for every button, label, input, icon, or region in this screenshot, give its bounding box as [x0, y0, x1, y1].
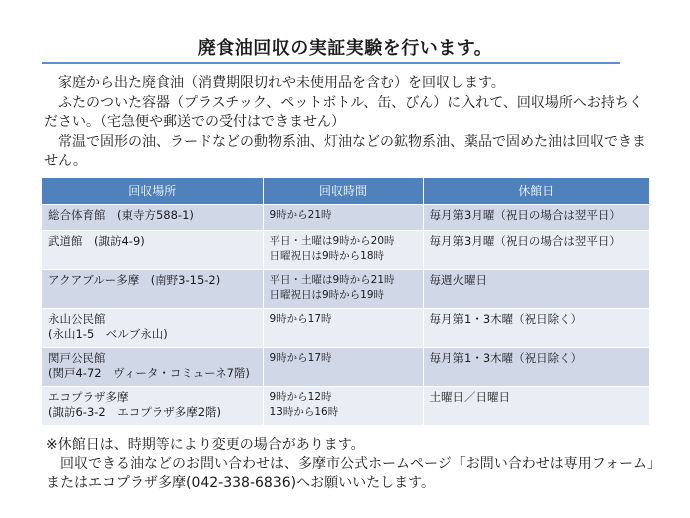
place-line: (関戸4-72 ヴィータ・コミューネ7階) — [48, 366, 250, 380]
place-line: 武道館 (諏訪4-9) — [48, 234, 145, 248]
table-header-row — [42, 178, 649, 205]
place-line: 総合体育館 (東寺方588-1) — [48, 208, 194, 222]
place-cell — [42, 205, 263, 231]
closed-text: 毎月第1・3木曜（祝日除く） — [429, 312, 583, 326]
place-line: アクアブルー多摩 (南野3-15-2) — [48, 273, 221, 287]
place-cell — [42, 270, 263, 309]
time-cell — [263, 205, 423, 231]
closed-cell — [423, 348, 649, 387]
place-cell — [42, 231, 263, 270]
closed-cell — [423, 387, 649, 426]
time-line: 日曜祝日は9時から19時 — [269, 289, 385, 301]
place-line: 関戸公民館 — [48, 351, 106, 365]
place-cell — [42, 309, 263, 348]
time-cell — [263, 309, 423, 348]
time-line: 平日・土曜は9時から20時 — [269, 235, 395, 247]
time-line: 平日・土曜は9時から21時 — [269, 274, 395, 286]
place-line: 永山公民館 — [48, 312, 106, 326]
closed-text: 毎月第3月曜（祝日の場合は翌平日） — [429, 208, 621, 222]
table-row — [42, 387, 649, 426]
time-cell — [263, 270, 423, 309]
column-header-place: 回収場所 — [42, 178, 263, 205]
table-row — [42, 231, 649, 270]
place-line: (諏訪6-3-2 エコプラザ多摩2階) — [48, 405, 222, 419]
place-line: (永山1-5 ベルブ永山) — [48, 327, 168, 341]
column-header-closed: 休館日 — [423, 178, 649, 205]
time-line: 9時から21時 — [269, 209, 332, 221]
intro-paragraph: ふたのついた容器（プラスチック、ペットボトル、缶、びん）に入れて、回収場所へお持ちください。（宅急便や郵送での受付はできません） — [44, 94, 643, 130]
closed-cell — [423, 231, 649, 270]
table-row — [42, 309, 649, 348]
collection-table — [42, 178, 649, 425]
closed-text: 土曜日／日曜日 — [429, 390, 510, 404]
table-row — [42, 348, 649, 387]
time-line: 9時から17時 — [269, 352, 332, 364]
time-line: 日曜祝日は9時から18時 — [269, 250, 385, 262]
intro-text — [44, 74, 654, 172]
place-cell — [42, 348, 263, 387]
column-header-time: 回収時間 — [263, 178, 423, 205]
place-line: エコプラザ多摩 — [48, 390, 129, 404]
closed-cell — [423, 270, 649, 309]
intro-paragraph: 常温で固形の油、ラードなどの動物系油、灯油などの鉱物系油、薬品で固めた油は回収できません。 — [44, 133, 646, 169]
footer-notes — [46, 436, 656, 493]
table-row — [42, 205, 649, 231]
time-line: 13時から16時 — [269, 406, 339, 418]
time-cell — [263, 231, 423, 270]
closed-text: 毎月第3月曜（祝日の場合は翌平日） — [429, 234, 621, 248]
place-cell — [42, 387, 263, 426]
time-line: 9時から12時 — [269, 391, 332, 403]
title-underline — [42, 62, 620, 64]
holiday-note: ※休館日は、時期等により変更の場合があります。 — [46, 437, 365, 453]
closed-text: 毎月第1・3木曜（祝日除く） — [429, 351, 583, 365]
closed-text: 毎週火曜日 — [429, 273, 487, 287]
contact-note: 回収できる油などのお問い合わせは、多摩市公式ホームページ「お問い合わせは専用フォーム」またはエコプラザ多摩(042-338-6836)へお願いいたします。 — [46, 456, 655, 491]
time-cell — [263, 387, 423, 426]
page-title: 廃食油回収の実証実験を行います。 — [197, 38, 493, 59]
closed-cell — [423, 205, 649, 231]
closed-cell — [423, 309, 649, 348]
table-row — [42, 270, 649, 309]
time-cell — [263, 348, 423, 387]
time-line: 9時から17時 — [269, 313, 332, 325]
intro-paragraph: 家庭から出た廃食油（消費期限切れや未使用品を含む）を回収します。 — [58, 75, 505, 91]
